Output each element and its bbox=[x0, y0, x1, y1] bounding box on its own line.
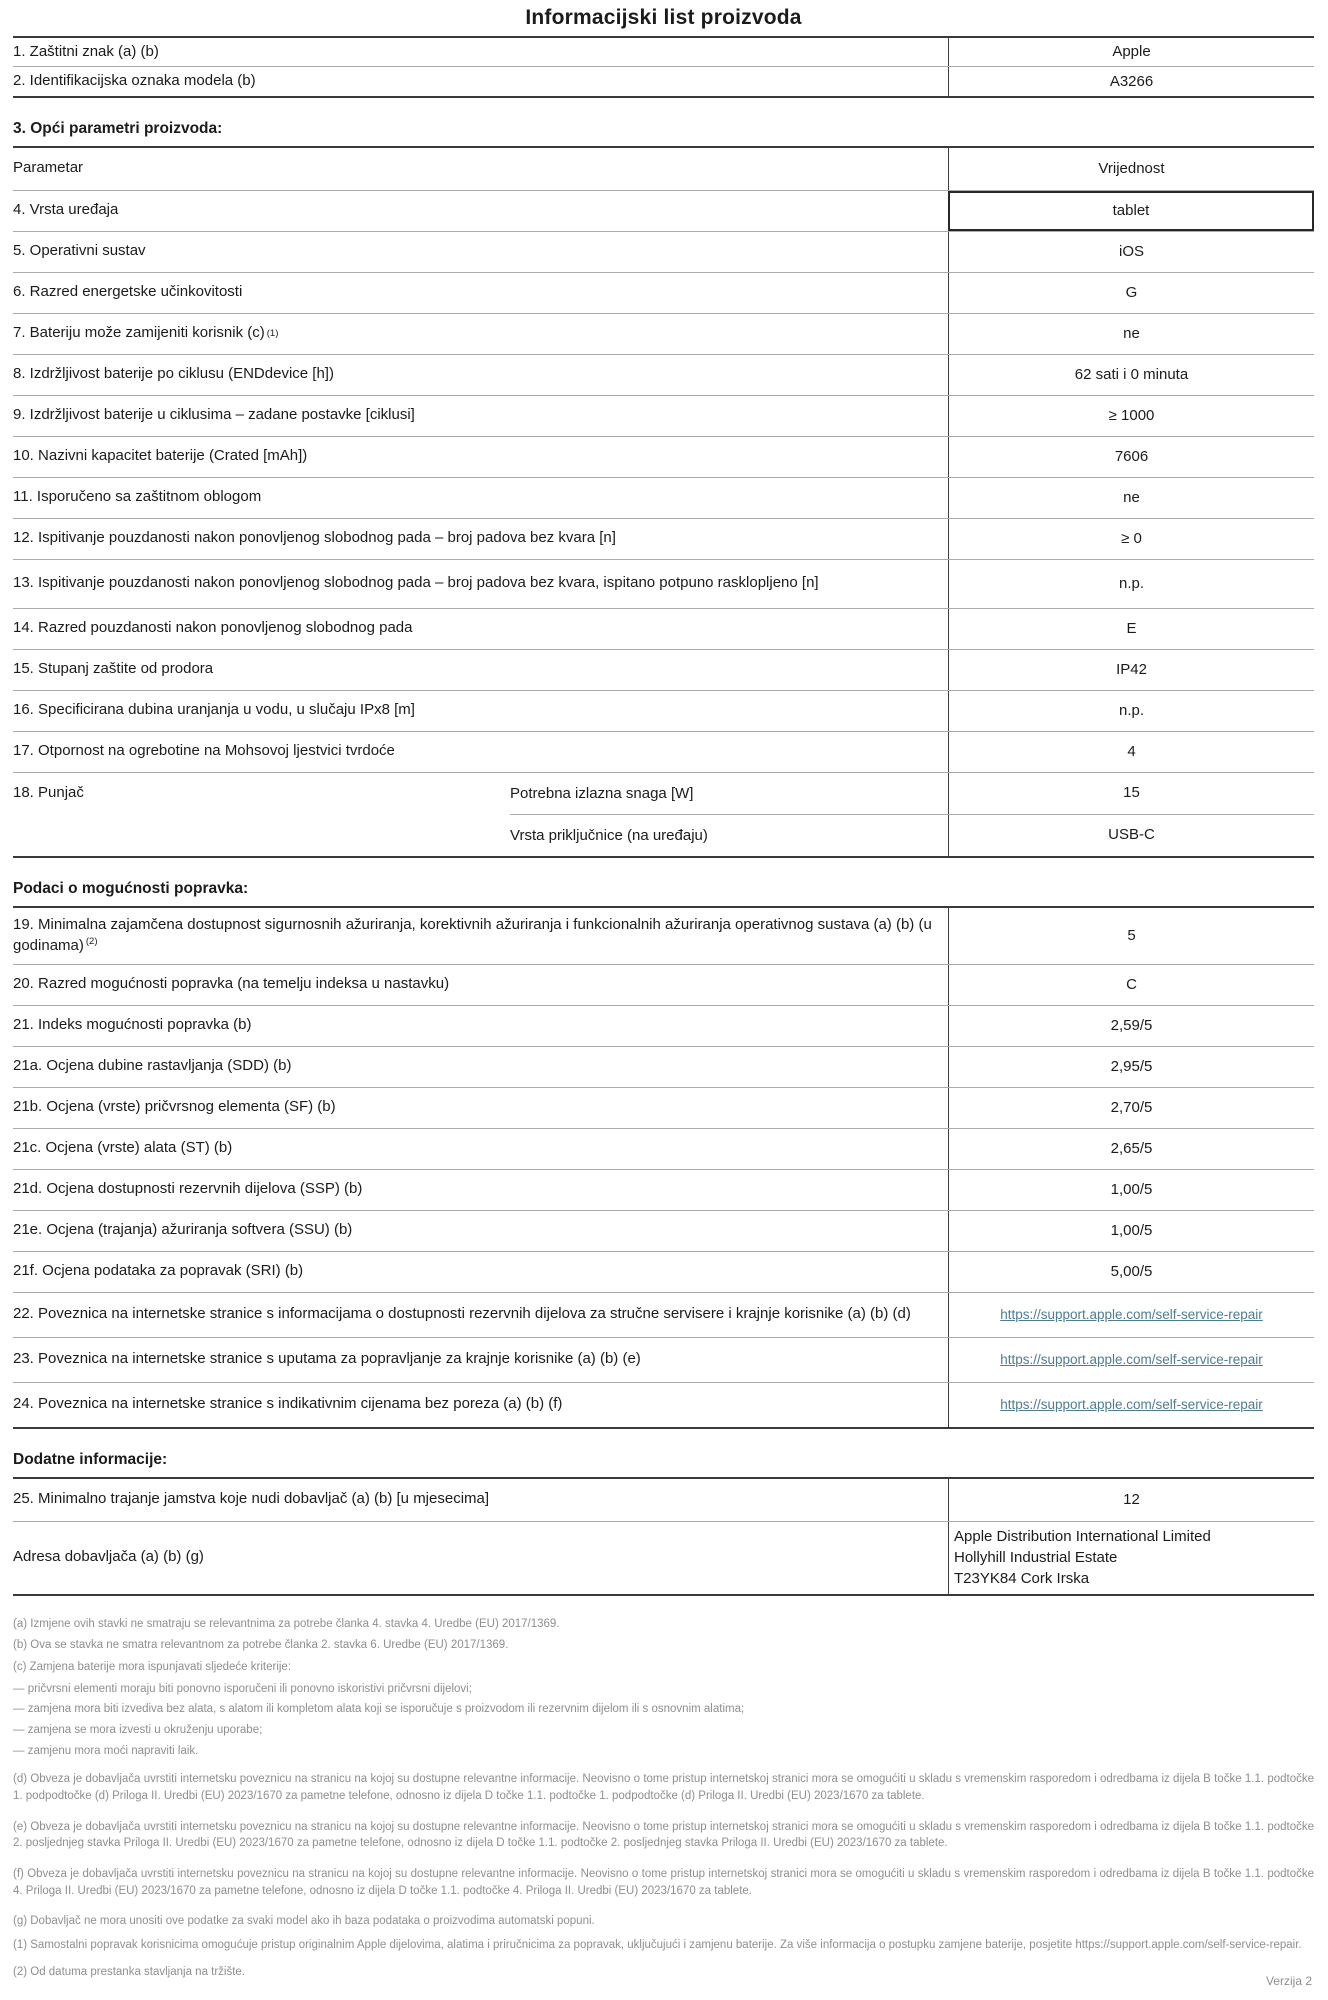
repairability-table bbox=[13, 906, 1314, 1429]
table-row bbox=[13, 1169, 1314, 1210]
footnote-a: (a) Izmjene ovih stavki ne smatraju se relevantnima za potrebe članka 4. stavka 4. Uredbe (EU) 2017/1369. bbox=[13, 1617, 560, 1630]
row-label: 1. Zaštitni znak (a) (b) bbox=[13, 43, 159, 60]
footnote-1: (1) Samostalni popravak korisnicima omogućuje pristup originalnim Apple dijelovima, alatima i priručnicima za popravak, uključujući i zamjenu baterije. Za više informacija o postupku zamjene baterije, posjetite https://support.apple.com/self-service-repair. bbox=[13, 1938, 1302, 1951]
row-label: 6. Razred energetske učinkovitosti bbox=[13, 283, 243, 301]
row-value: G bbox=[948, 273, 1314, 313]
row-value: 2,70/5 bbox=[948, 1088, 1314, 1128]
row-label-text: 7. Bateriju može zamijeniti korisnik (c) bbox=[13, 324, 265, 342]
row-value: iOS bbox=[948, 232, 1314, 272]
table-row bbox=[13, 1005, 1314, 1046]
row-label: 22. Poveznica na internetske stranice s informacijama o dostupnosti rezervnih dijelova za stručne servisere i krajnje korisnike (a) (b) (d) bbox=[13, 1305, 911, 1323]
table-row bbox=[13, 272, 1314, 313]
row-label: 21e. Ocjena (trajanja) ažuriranja softvera (SSU) (b) bbox=[13, 1221, 353, 1239]
footnotes bbox=[13, 1616, 1314, 1981]
footnote-e: (e) Obveza je dobavljača uvrstiti internetsku poveznicu na stranicu na kojoj su dostupne relevantne informacije. Neovisno o tome pristup internetskoj stranici mora se omogućiti u skladu s vremenskim rasporedom i odredbama iz dijela B točke 1.1. podtočke 2. posljednjeg stavka Priloga II. Uredbi (EU) 2023/1670 za pametne telefone, odnosno iz dijela D točke 1.1. podtočke 2. posljednjeg stavka Priloga II. Uredbi (EU) 2023/1670 za tablete. bbox=[13, 1820, 1314, 1850]
row-label: 21a. Ocjena dubine rastavljanja (SDD) (b) bbox=[13, 1057, 292, 1075]
row-value bbox=[948, 1293, 1314, 1337]
row-label-text bbox=[13, 915, 936, 956]
row-value: 4 bbox=[948, 732, 1314, 772]
supplier-address-lines bbox=[954, 1526, 1211, 1589]
charger-row bbox=[13, 772, 1314, 856]
row-label: 11. Isporučeno sa zaštitnom oblogom bbox=[13, 488, 262, 506]
table-row bbox=[13, 477, 1314, 518]
row-label: 21f. Ocjena podataka za popravak (SRI) (b) bbox=[13, 1262, 304, 1280]
table-row bbox=[13, 964, 1314, 1005]
table-row bbox=[13, 1521, 1314, 1594]
footnote-g: (g) Dobavljač ne mora unositi ove podatke za svaki model ako ih baza podataka o proizvodima automatski popuni. bbox=[13, 1915, 595, 1928]
row-label: 21c. Ocjena (vrste) alata (ST) (b) bbox=[13, 1139, 233, 1157]
row-value: ne bbox=[948, 478, 1314, 518]
row-value: n.p. bbox=[948, 691, 1314, 731]
footnote-ref-2: (2) bbox=[85, 935, 98, 947]
row-label: 5. Operativni sustav bbox=[13, 242, 146, 260]
table-row bbox=[13, 1251, 1314, 1292]
row-value: ≥ 1000 bbox=[948, 396, 1314, 436]
row-value: 62 sati i 0 minuta bbox=[948, 355, 1314, 395]
indicative-prices-link[interactable]: https://support.apple.com/self-service-repair bbox=[1000, 1396, 1263, 1412]
row-label: 21b. Ocjena (vrste) pričvrsnog elementa (SF) (b) bbox=[13, 1098, 336, 1116]
section-heading-repair: Podaci o mogućnosti popravka: bbox=[13, 879, 249, 897]
table-row bbox=[13, 518, 1314, 559]
footnote-f: (f) Obveza je dobavljača uvrstiti internetsku poveznicu na stranicu na kojoj su dostupne relevantne informacije. Neovisno o tome pristup internetskoj stranici mora se omogućiti u skladu s vremenskim rasporedom i odredbama iz dijela B točke 1.1. podtočke 4. Priloga II. Uredbi (EU) 2023/1670 za pametne telefone, odnosno iz dijela D točke 1.1. podtočke 4. Priloga II. Uredbi (EU) 2023/1670 za tablete. bbox=[13, 1867, 1314, 1897]
table-row bbox=[13, 690, 1314, 731]
spare-parts-link[interactable]: https://support.apple.com/self-service-repair bbox=[1000, 1306, 1263, 1322]
row-value: 1,00/5 bbox=[948, 1170, 1314, 1210]
row-label: 24. Poveznica na internetske stranice s indikativnim cijenama bez poreza (a) (b) (f) bbox=[13, 1395, 563, 1413]
row-value: A3266 bbox=[948, 67, 1314, 95]
row-value: 12 bbox=[948, 1479, 1314, 1521]
row-label: 12. Ispitivanje pouzdanosti nakon ponovljenog slobodnog pada – broj padova bez kvara [n] bbox=[13, 529, 616, 547]
subrow-label: Vrsta priključnice (na uređaju) bbox=[510, 826, 708, 844]
row-value-device-type: tablet bbox=[948, 191, 1314, 231]
table-row bbox=[13, 1292, 1314, 1337]
row-label-charger: 18. Punjač bbox=[13, 783, 84, 801]
table-row bbox=[13, 395, 1314, 436]
subrow-value: 15 bbox=[948, 773, 1314, 814]
page-title: Informacijski list proizvoda bbox=[525, 6, 802, 29]
row-label: 21d. Ocjena dostupnosti rezervnih dijelova (SSP) (b) bbox=[13, 1180, 363, 1198]
charger-subrow bbox=[510, 814, 1314, 856]
row-value: 1,00/5 bbox=[948, 1211, 1314, 1251]
table-row bbox=[13, 1046, 1314, 1087]
table-row bbox=[13, 908, 1314, 964]
table-row bbox=[13, 559, 1314, 608]
row-label: Adresa dobavljača (a) (b) (g) bbox=[13, 1548, 204, 1566]
identification-table bbox=[13, 36, 1314, 98]
subrow-label: Potrebna izlazna snaga [W] bbox=[510, 784, 694, 802]
row-label: 2. Identifikacijska oznaka modela (b) bbox=[13, 72, 256, 90]
charger-subrow bbox=[510, 773, 1314, 814]
column-header-parameter: Parametar bbox=[13, 159, 84, 177]
row-label: 10. Nazivni kapacitet baterije (Crated [mAh]) bbox=[13, 447, 308, 465]
footnote-d: (d) Obveza je dobavljača uvrstiti internetsku poveznicu na stranicu na kojoj su dostupne relevantne informacije. Neovisno o tome pristup internetskoj stranici mora se omogućiti u skladu s vremenskim rasporedom i odredbama iz dijela B točke 1.1. podtočke 1. podpodtočke (d) Priloga II. Uredbi (EU) 2023/1670 za pametne telefone, odnosno iz dijela D točke 1.1. podtočke 1. podpodtočke (d) Priloga II. Uredbi (EU) 2023/1670 za tablete. bbox=[13, 1773, 1314, 1802]
footnote-c-item: — zamjena mora biti izvediva bez alata, s alatom ili kompletom alata koji se isporučuje s proizvodom ili rezervnim dijelom ili s osnovnim alatima; bbox=[13, 1703, 745, 1716]
version-label: Verzija 2 bbox=[1265, 1974, 1312, 1988]
table-header-row bbox=[13, 148, 1314, 190]
general-parameters-table bbox=[13, 146, 1314, 858]
table-row bbox=[13, 190, 1314, 231]
row-value: 5,00/5 bbox=[948, 1252, 1314, 1292]
row-value: 7606 bbox=[948, 437, 1314, 477]
table-row bbox=[13, 1337, 1314, 1382]
row-value: ≥ 0 bbox=[948, 519, 1314, 559]
address-line: Hollyhill Industrial Estate bbox=[954, 1549, 1118, 1566]
row-value: E bbox=[948, 609, 1314, 649]
row-label: 14. Razred pouzdanosti nakon ponovljenog slobodnog pada bbox=[13, 619, 413, 637]
footnote-c: (c) Zamjena baterije mora ispunjavati sljedeće kriterije: bbox=[13, 1660, 292, 1673]
row-value: n.p. bbox=[948, 560, 1314, 608]
row-label bbox=[13, 908, 948, 964]
row-label: 20. Razred mogućnosti popravka (na temelju indeksa u nastavku) bbox=[13, 975, 450, 993]
table-row bbox=[13, 1210, 1314, 1251]
row-value: C bbox=[948, 965, 1314, 1005]
column-header-value: Vrijednost bbox=[948, 148, 1314, 190]
footnote-c-item: — pričvrsni elementi moraju biti ponovno isporučeni ili ponovno iskoristivi pričvrsni dijelovi; bbox=[13, 1682, 472, 1695]
table-row bbox=[13, 608, 1314, 649]
footnote-b: (b) Ova se stavka ne smatra relevantnom za potrebe članka 2. stavka 6. Uredbe (EU) 2017/1369. bbox=[13, 1639, 509, 1652]
table-row bbox=[13, 38, 1314, 66]
table-row bbox=[13, 1087, 1314, 1128]
table-row bbox=[13, 1382, 1314, 1427]
address-line: T23YK84 Cork Irska bbox=[954, 1570, 1090, 1587]
table-row bbox=[13, 1128, 1314, 1169]
table-row bbox=[13, 436, 1314, 477]
section-heading-general: 3. Opći parametri proizvoda: bbox=[13, 119, 223, 137]
repair-instructions-link[interactable]: https://support.apple.com/self-service-repair bbox=[1000, 1351, 1263, 1367]
row-label: 15. Stupanj zaštite od prodora bbox=[13, 660, 214, 678]
row-value: 5 bbox=[948, 908, 1314, 964]
row-value: Apple bbox=[948, 38, 1314, 66]
row-label: 4. Vrsta uređaja bbox=[13, 201, 119, 219]
row-value: IP42 bbox=[948, 650, 1314, 690]
row-label: 21. Indeks mogućnosti popravka (b) bbox=[13, 1016, 252, 1034]
footnote-2: (2) Od datuma prestanka stavljanja na tržište. bbox=[13, 1965, 246, 1978]
subrow-value: USB-C bbox=[948, 815, 1314, 856]
row-label: 9. Izdržljivost baterije u ciklusima – zadane postavke [ciklusi] bbox=[13, 406, 415, 424]
row-label: 13. Ispitivanje pouzdanosti nakon ponovljenog slobodnog pada – broj padova bez kvara, ispitano potpuno rasklopljeno [n] bbox=[13, 574, 819, 592]
address-line: Apple Distribution International Limited bbox=[954, 1528, 1211, 1545]
row-label: 23. Poveznica na internetske stranice s uputama za popravljanje za krajnje korisnike (a) (b) (e) bbox=[13, 1350, 641, 1368]
charger-subtable bbox=[510, 773, 1314, 856]
table-row bbox=[13, 354, 1314, 395]
footnote-c-item: — zamjenu mora moći napraviti laik. bbox=[13, 1744, 199, 1757]
row-value: 2,59/5 bbox=[948, 1006, 1314, 1046]
additional-info-table bbox=[13, 1477, 1314, 1596]
row-value: ne bbox=[948, 314, 1314, 354]
row-value bbox=[948, 1383, 1314, 1427]
row-label: 25. Minimalno trajanje jamstva koje nudi dobavljač (a) (b) [u mjesecima] bbox=[13, 1490, 490, 1508]
row-label: 8. Izdržljivost baterije po ciklusu (ENDdevice [h]) bbox=[13, 365, 334, 383]
row-value bbox=[948, 1338, 1314, 1382]
row-label: 17. Otpornost na ogrebotine na Mohsovoj ljestvici tvrdoće bbox=[13, 742, 395, 760]
table-row bbox=[13, 731, 1314, 772]
table-row bbox=[13, 66, 1314, 95]
row-value: 2,65/5 bbox=[948, 1129, 1314, 1169]
table-row bbox=[13, 313, 1314, 354]
supplier-address bbox=[948, 1522, 1314, 1594]
row-label: 16. Specificirana dubina uranjanja u vodu, u slučaju IPx8 [m] bbox=[13, 701, 415, 719]
table-row bbox=[13, 231, 1314, 272]
row-value: 2,95/5 bbox=[948, 1047, 1314, 1087]
row-label: 7. Bateriju može zamijeniti korisnik (c) (1) bbox=[13, 314, 948, 354]
section-heading-additional: Dodatne informacije: bbox=[13, 1450, 168, 1468]
table-row bbox=[13, 1479, 1314, 1521]
table-row bbox=[13, 649, 1314, 690]
footnote-c-item: — zamjena se mora izvesti u okruženju uporabe; bbox=[13, 1723, 263, 1736]
row-label-main: 19. Minimalna zajamčena dostupnost sigurnosnih ažuriranja, korektivnih ažuriranja i funkcionalnih ažuriranja operativnog sustava (a) (b) (u godinama) bbox=[13, 916, 932, 954]
